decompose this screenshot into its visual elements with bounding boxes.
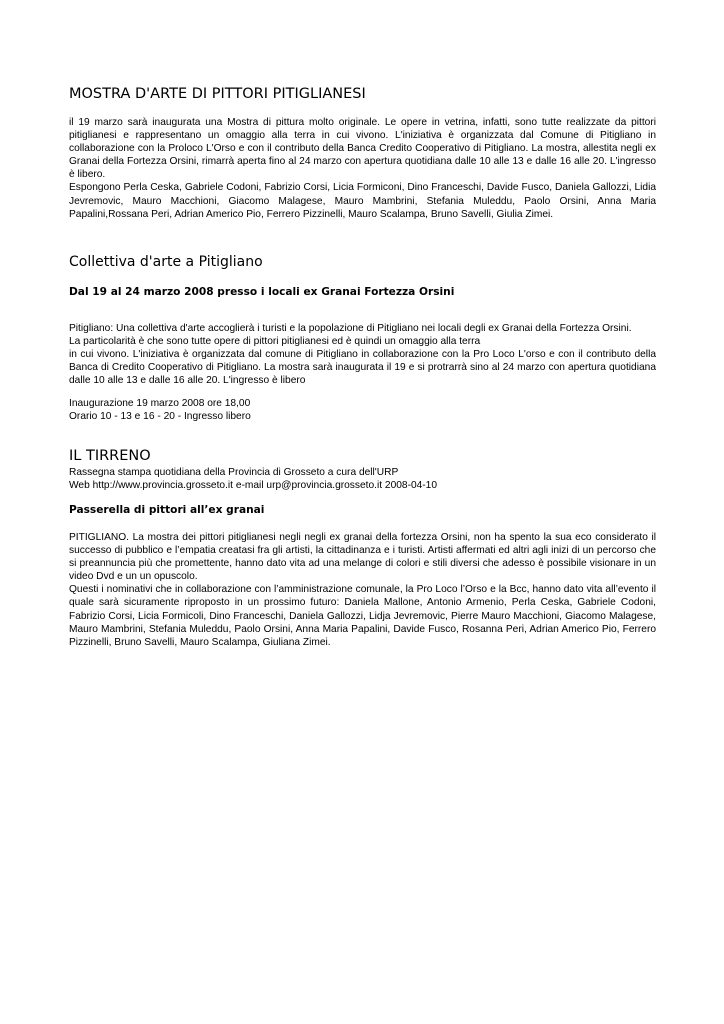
section-schedule-collettiva — [69, 397, 656, 423]
press-source-line-2: Web http://www.provincia.grosseto.it e-mail urp@provincia.grosseto.it 2008-04-10 — [69, 480, 438, 492]
mostra-artists: Espongono Perla Ceska, Gabriele Codoni, Fabrizio Corsi, Licia Formiconi, Dino Franceschi, Davide Fusco, Daniela Gallozzi, Lidia Jevremovic, Mauro Macchioni, Giacomo Malagese, Mauro Mambrini, Stefania Muleddu, Paolo Orsini, Anna Maria Papalini,Rossana Peri, Adrian Americo Pio, Ferrero Pizzinelli, Mauro Scalampa, Bruno Savelli, Giulia Zimei. — [69, 182, 656, 220]
collettiva-line-2: La particolarità è che sono tutte opere di pittori pitiglianesi ed è quindi un omaggio alla terra — [69, 336, 481, 348]
section-body-mostra — [69, 116, 656, 221]
article-body — [69, 531, 656, 649]
hours-text: Orario 10 - 13 e 16 - 20 - Ingresso libero — [69, 411, 251, 423]
section-title-tirreno: IL TIRRENO — [69, 448, 151, 464]
press-source — [69, 466, 656, 492]
article-paragraph-2: Questi i nominativi che in collaborazione con l’amministrazione comunale, la Pro Loco l’Orso e la Bcc, hanno dato vita all’evento il quale sarà sicuramente riproposto in un prossimo futuro: Daniela Mallone, Antonio Armenio, Perla Ceska, Gabriele Codoni, Fabrizio Corsi, Licia Formicoli, Dino Franceschi, Daniela Gallozzi, Lidja Jevremovic, Pierre Mauro Macchioni, Giacomo Malagese, Mauro Mambrini, Stefania Muleddu, Paolo Orsini, Anna Maria Papalini, Davide Fusco, Rosanna Peri, Adrian Americo Pio, Ferrero Pizzinelli, Bruno Savelli, Mauro Scalampa, Giuliana Zimei. — [69, 584, 656, 648]
article-title: Passerella di pittori all’ex granai — [69, 504, 265, 516]
collettiva-line-3: in cui vivono. L'iniziativa è organizzata dal comune di Pitigliano in collaborazione con la Pro Loco L'orso e con il contributo della Banca di Credito Cooperativo di Pitigliano. La mostra sarà inaugurata il 19 e si protrarrà sino al 24 marzo con apertura quotidiana dalle 10 alle 13 e dalle 16 alle 20. L'ingresso è libero — [69, 349, 656, 387]
collettiva-line-1: Pitigliano: Una collettiva d'arte accoglierà i turisti e la popolazione di Pitigliano nei locali degli ex Granai della Fortezza Orsini. — [69, 323, 632, 334]
section-subtitle-collettiva: Dal 19 al 24 marzo 2008 presso i locali ex Granai Fortezza Orsini — [69, 286, 455, 298]
section-title-mostra: MOSTRA D'ARTE DI PITTORI PITIGLIANESI — [69, 86, 366, 102]
section-body-collettiva — [69, 322, 656, 387]
inauguration-text: Inaugurazione 19 marzo 2008 ore 18,00 — [69, 398, 251, 409]
section-title-collettiva: Collettiva d'arte a Pitigliano — [69, 254, 263, 270]
mostra-paragraph: il 19 marzo sarà inaugurata una Mostra di pittura molto originale. Le opere in vetrina, infatti, sono tutte realizzate da pittori pitiglianesi e rappresentano un omaggio alla terra in cui vivono. L'iniziativa è organizzata dal Comune di Pitigliano in collaborazione con la Proloco L'Orso e con il contributo della Banca Credito Cooperativo di Pitigliano. La mostra, allestita negli ex Granai della Fortezza Orsini, rimarrà aperta fino al 24 marzo con apertura quotidiana dalle 10 alle 13 e dalle 16 alle 20. L'ingresso è libero. — [69, 117, 656, 181]
article-paragraph-1: PITIGLIANO. La mostra dei pittori pitiglianesi negli negli ex granai della fortezza Orsini, non ha spento la sua eco considerato il successo di pubblico e l’empatia creatasi fra gli artisti, la cittadinanza e i turisti. Artisti affermati ed altri agli inizi di un percorso che si preannuncia più che promettente, hanno dato vita ad una melange di colori e stili diversi che adesso è possibile visionare in un video Dvd e un un opuscolo. — [69, 532, 656, 583]
press-source-line-1: Rassegna stampa quotidiana della Provincia di Grosseto a cura dell'URP — [69, 467, 399, 478]
